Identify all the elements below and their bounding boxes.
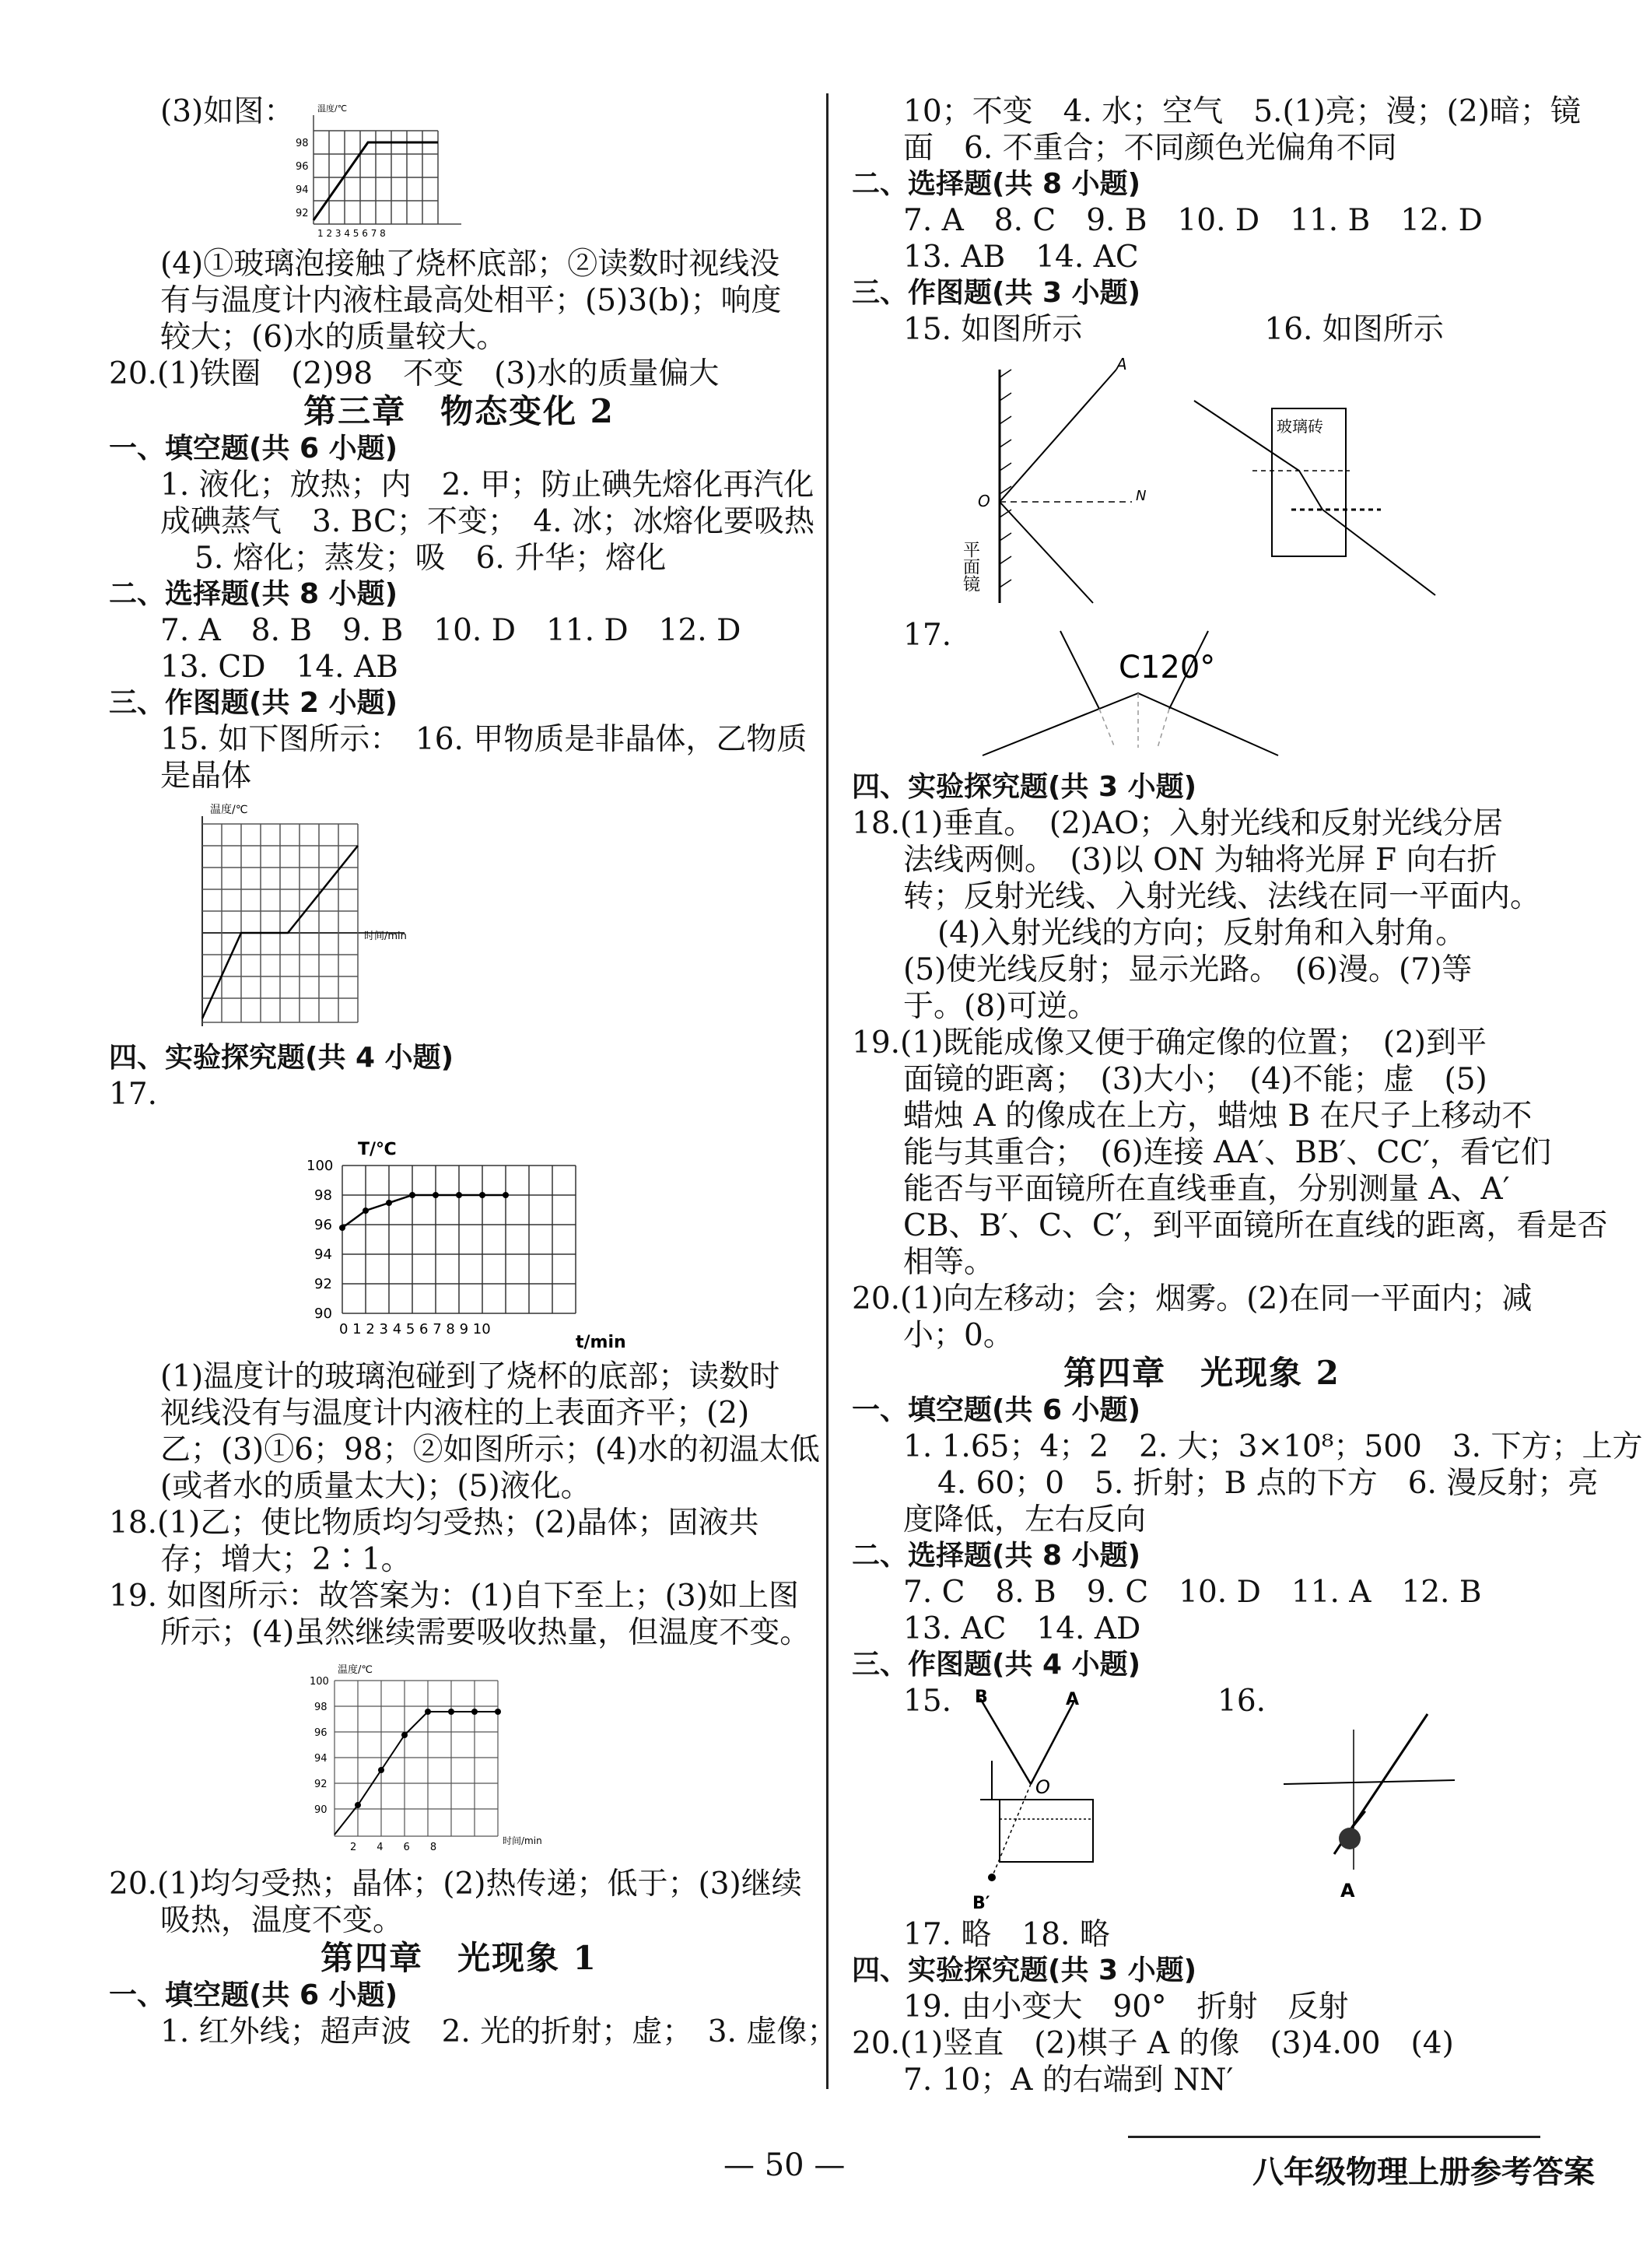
axis-label: 时间/min [503,1835,542,1846]
answer-line: 10；不变 4. 水；空气 5.(1)亮；漫；(2)暗；镜 [903,94,1581,129]
answer-line: 面镜的距离； (3)大小； (4)不能；虚 (5) [903,1062,1487,1097]
svg-text:B′: B′ [972,1894,990,1913]
answer-line: 4. 60；0 5. 折射；B 点的下方 6. 漫反射；亮 [937,1466,1599,1501]
answer-line: 17. [109,1077,158,1112]
answer-line: (5)使光线反射；显示光路。 (6)漫。(7)等 [903,952,1473,987]
answer-line: 是晶体 [160,759,252,794]
answer-line: CB、B′、C、C′，到平面镜所在直线的距离，看是否 [903,1208,1608,1243]
answer-line: 乙；(3)①6；98；②如图所示；(4)水的初温太低 [160,1432,820,1467]
answer-line: 18.(1)垂直。 (2)AO；入射光线和反射光线分居 [852,806,1504,841]
heating-graph [303,1657,552,1860]
reflection-diagrams [852,1683,1552,1916]
answer-line: 19. 由小变大 90° 折射 反射 [903,1989,1349,2024]
answer-line: 法线两侧。 (3)以 ON 为轴将光屏 F 向右折 [903,843,1498,878]
svg-text:98: 98 [296,138,309,149]
answer-line: 7. A 8. C 9. B 10. D 11. B 12. D [903,203,1483,238]
answer-line: 17. 略 18. 略 [903,1917,1110,1952]
answer-line: 1. 1.65；4；2 2. 大；3×10⁸；500 3. 下方；上方 [903,1429,1643,1464]
boiling-graph [296,1119,638,1352]
column-divider [826,93,829,2089]
answer-line: (或者水的质量太大)；(5)液化。 [160,1469,591,1504]
answer-line: 20.(1)铁圈 (2)98 不变 (3)水的质量偏大 [109,356,720,391]
answer-line: 15. [903,1684,952,1719]
svg-text:92: 92 [296,208,309,219]
section-heading: 三、作图题(共 3 小题) [852,277,1141,309]
axis-label: T/℃ [358,1140,397,1159]
answer-line: 较大；(6)水的质量较大。 [160,320,507,355]
axis-label: t/min [576,1333,626,1352]
answer-line: 13. AC 14. AD [903,1611,1141,1646]
svg-text:A: A [1116,355,1127,373]
svg-text:0 1 2 3 4 5 6 7 8 9 10: 0 1 2 3 4 5 6 7 8 9 10 [339,1321,491,1337]
answer-line: 7. C 8. B 9. C 10. D 11. A 12. B [903,1575,1482,1610]
answer-line: 20.(1)向左移动；会；烟雾。(2)在同一平面内；减 [852,1281,1533,1316]
answer-line: 度降低，左右反向 [903,1502,1147,1537]
answer-line: 20.(1)均匀受热；晶体；(2)热传递；低于；(3)继续 [109,1867,802,1902]
two-mirror-diagram [975,623,1286,763]
mirror-and-glass-diagrams [899,354,1536,611]
answer-line: 15. 如图所示 16. 如图所示 [903,312,1444,347]
axis-label: 温度/℃ [338,1664,373,1676]
svg-text:98: 98 [314,1187,332,1204]
answer-line: 16. [1217,1684,1266,1719]
svg-text:2 4 6 8: 2 4 6 8 [350,1842,437,1853]
svg-text:N: N [1136,488,1147,504]
answer-line: 蜡烛 A 的像成在上方，蜡烛 B 在尺子上移动不 [903,1099,1533,1134]
svg-text:90: 90 [314,1306,332,1322]
svg-text:90: 90 [314,1804,328,1816]
right-column [852,93,1643,2098]
svg-text:100: 100 [310,1676,329,1688]
answer-line: 5. 熔化；蒸发；吸 6. 升华；熔化 [194,541,667,576]
answer-line: (3)如图： [160,94,295,129]
svg-text:A: A [1066,1690,1080,1709]
footer-title: 八年级物理上册参考答案 [1252,2154,1595,2190]
section-heading: 三、作图题(共 4 小题) [852,1649,1141,1681]
mirror-label: 平面镜 [960,541,980,592]
answer-line: 15. 如下图所示： 16. 甲物质是非晶体，乙物质 [160,722,807,757]
answer-line: 19. 如图所示：故答案为：(1)自下至上；(3)如上图 [109,1579,799,1614]
svg-text:100: 100 [307,1158,334,1174]
answer-line: 能否与平面镜所在直线垂直，分别测量 A、A′ [903,1172,1510,1207]
svg-text:O: O [978,492,990,510]
answer-line: 7. 10；A 的右端到 NN′ [903,2063,1234,2098]
chapter-heading: 第四章 光现象 2 [1063,1354,1340,1392]
section-heading: 一、填空题(共 6 小题) [109,1979,398,2011]
section-heading: 二、选择题(共 8 小题) [852,168,1141,200]
angle-label: C120° [1119,650,1216,685]
answer-line: 7. A 8. B 9. B 10. D 11. D 12. D [160,613,741,648]
page-number: — 50 — [723,2147,846,2183]
answer-line: 视线没有与温度计内液柱的上表面齐平；(2) [160,1396,750,1431]
svg-text:96: 96 [314,1727,328,1739]
axis-label: 温度/℃ [317,103,348,114]
section-heading: 二、选择题(共 8 小题) [109,578,398,610]
section-heading: 四、实验探究题(共 4 小题) [109,1042,454,1074]
melting-graph [171,801,420,1034]
answer-line: 1. 液化；放热；内 2. 甲；防止碘先熔化再汽化 [160,468,814,503]
answer-line: 1. 红外线；超声波 2. 光的折射；虚； 3. 虚像； [160,2014,838,2049]
answer-line: 吸热，温度不变。 [160,1903,404,1938]
section-heading: 四、实验探究题(共 3 小题) [852,1954,1197,1986]
svg-text:96: 96 [314,1217,332,1233]
section-heading: 三、作图题(共 2 小题) [109,687,398,719]
svg-text:94: 94 [314,1753,328,1765]
answer-line: (4)①玻璃泡接触了烧杯底部；②读数时视线没 [160,247,780,282]
chapter-heading: 第三章 物态变化 2 [303,392,615,430]
answer-line: 19.(1)既能成像又便于确定像的位置； (2)到平 [852,1025,1487,1060]
svg-text:1 2 3 4 5 6 7 8: 1 2 3 4 5 6 7 8 [317,228,387,239]
answer-line: (4)入射光线的方向；反射角和入射角。 [937,916,1466,951]
answer-line: 20.(1)竖直 (2)棋子 A 的像 (3)4.00 (4) [852,2026,1454,2061]
chapter-heading: 第四章 光现象 1 [321,1939,597,1977]
section-heading: 一、填空题(共 6 小题) [109,433,398,464]
svg-text:96: 96 [296,161,309,173]
svg-text:98: 98 [314,1702,328,1713]
answer-line: 所示；(4)虽然继续需要吸收热量，但温度不变。 [160,1615,811,1650]
answer-line: 转；反射光线、入射光线、法线在同一平面内。 [903,879,1541,914]
axis-label: 温度/℃ [210,804,248,816]
svg-text:94: 94 [314,1246,332,1263]
svg-text:O: O [1035,1776,1050,1798]
answer-line: 成碘蒸气 3. BC；不变； 4. 冰；冰熔化要吸热 [160,504,814,539]
answer-line: 面 6. 不重合；不同颜色光偏角不同 [903,131,1397,166]
answer-line: (1)温度计的玻璃泡碰到了烧杯的底部；读数时 [160,1359,780,1394]
section-heading: 一、填空题(共 6 小题) [852,1394,1141,1426]
svg-text:B: B [975,1688,988,1707]
left-column [109,93,838,2050]
answer-line: 13. CD 14. AB [160,650,398,685]
section-heading: 四、实验探究题(共 3 小题) [852,771,1197,803]
axis-label: 时间/min [364,931,407,942]
footer-rule [1128,2136,1540,2138]
answer-line: 能与其重合； (6)连接 AA′、BB′、CC′，看它们 [903,1135,1552,1170]
answer-line: 小；0。 [903,1318,1014,1353]
answer-line: 13. AB 14. AC [903,240,1139,275]
answer-line: 17. [903,618,952,653]
answer-line: 存；增大；2∶1。 [160,1542,412,1577]
svg-text:94: 94 [296,184,309,196]
svg-text:92: 92 [314,1276,332,1292]
section-heading: 二、选择题(共 8 小题) [852,1540,1141,1572]
svg-text:92: 92 [314,1779,328,1790]
glass-label: 玻璃砖 [1277,417,1323,436]
svg-text:A: A [1340,1880,1355,1902]
answer-line: 相等。 [903,1245,995,1280]
small-temperature-graph [294,100,481,240]
answer-line: 有与温度计内液柱最高处相平；(5)3(b)；响度 [160,283,782,318]
answer-line: 18.(1)乙；使比物质均匀受热；(2)晶体；固液共 [109,1506,759,1541]
answer-line: 于。(8)可逆。 [903,989,1098,1024]
